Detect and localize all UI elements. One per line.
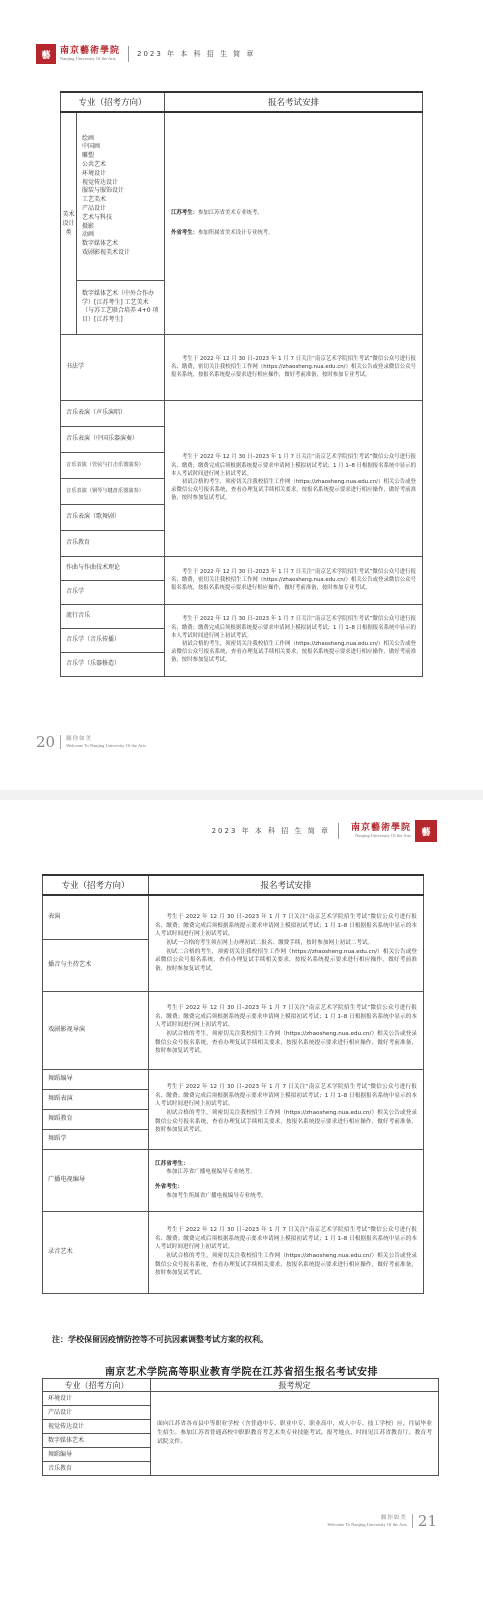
slogan-cn: 願你如美: [380, 1514, 407, 1521]
header-title: 2023 年 本 科 招 生 简 章: [211, 827, 330, 835]
jiangsu-label: 江苏省考生：: [155, 1160, 189, 1167]
table-row: [43, 1392, 439, 1406]
arrangement-text: 考生于 2022 年 12 月 30 日–2023 年 1 月 7 日关注“南京艺术学院招生考试”微信公众号进行报名、缴费；缴费完成后须根据系统提示要求申请网上模拟初试考试；1 月 1–8 日根据报名系统中显示的本人考试时间进行网上初试考试。: [155, 1005, 417, 1029]
program-cell: 表演: [43, 895, 149, 939]
program-cell: 音乐表演（钢琴与键盘乐器演奏）: [61, 478, 165, 504]
program-cell: 环境设计: [43, 1392, 151, 1406]
program-item: 绘画: [82, 134, 95, 142]
arrangement-cell: [165, 400, 423, 556]
outside-label: 外省考生：: [171, 230, 198, 237]
arrangement-cell: [149, 1069, 424, 1149]
vocational-table: [42, 1378, 439, 1476]
arrangement-cell: [149, 895, 424, 991]
header-divider: [128, 46, 129, 62]
school-logo-icon: 藝: [36, 44, 56, 64]
jiangsu-label: 江苏考生：: [171, 210, 198, 217]
program-cell: 产品设计: [43, 1406, 151, 1420]
arrangement-text: 考生于 2022 年 12 月 30 日–2023 年 1 月 7 日关注“南京艺术学院招生考试”微信公众号进行报名、缴费；缴费完成后须根据系统提示要求申请网上模拟初试考试；1 月 1–8 日根据报名系统中显示的本人考试时间进行网上初试考试。: [171, 616, 417, 639]
school-name-cn: 南京藝術學院: [60, 46, 121, 56]
page-number: 21: [417, 1512, 437, 1530]
header-arrangement: 报名考试安排: [149, 875, 424, 895]
page-header: [212, 820, 437, 842]
page-20: [0, 0, 483, 790]
table-row: [43, 895, 424, 939]
header-rules: 报考规定: [151, 1379, 439, 1392]
program-item: 雕塑: [82, 152, 95, 160]
vocational-section-title: 南京艺术学院高等职业教育学院在江苏省招生报名考试安排: [105, 1367, 378, 1378]
exam-table-2: [42, 874, 424, 1294]
program-item: 动画: [82, 231, 95, 239]
page-gap: [0, 790, 483, 800]
program-item: 摄影: [82, 222, 95, 230]
program-item: 公共艺术: [82, 161, 107, 169]
program-item: 工艺美术: [82, 196, 107, 204]
footer-slogan: [327, 1515, 406, 1528]
table-row: [61, 604, 423, 628]
program-item: 环境设计: [82, 169, 107, 177]
header-program: 专业（招考方向）: [61, 92, 165, 112]
program-cell: 音乐表演（歌舞剧）: [61, 504, 165, 530]
page-footer: [36, 733, 146, 751]
arrangement-cell: [165, 334, 423, 400]
program-cell: 书法学: [61, 334, 165, 400]
program-item: 艺术与科技: [82, 213, 113, 221]
table-header-row: [43, 1379, 439, 1392]
program-item: 戏剧影视美术设计: [82, 249, 131, 257]
program-cell: 舞蹈教育: [43, 1109, 149, 1129]
program-cell: 音乐表演（声乐演唱）: [61, 400, 165, 426]
program-cell: 音乐教育: [43, 1462, 151, 1476]
table-header-row: [61, 92, 423, 112]
footer-slogan: [66, 736, 145, 749]
arrangement-cell: [149, 1149, 424, 1211]
slogan-en: Welcome To Nanjing University Of the Arts: [327, 1521, 407, 1527]
header-arrangement: 报名考试安排: [165, 92, 423, 112]
program-cell: 视觉传达设计: [43, 1420, 151, 1434]
table-row: [61, 334, 423, 400]
table-row: [43, 1069, 424, 1089]
arrangement-text: 初试一合格的考生须在网上办理初试二报名、缴费手续，按时参加网上初试二考试。: [166, 939, 374, 946]
program-cell: 音乐表演（中国乐器演奏）: [61, 426, 165, 452]
program-cell: 音乐表演（管弦与打击乐器演奏）: [61, 452, 165, 478]
school-name-cn: 南京藝術學院: [350, 823, 411, 833]
arrangement-cell: [165, 112, 423, 334]
arrangement-cell: [165, 604, 423, 676]
program-cell: 舞蹈编导: [43, 1069, 149, 1089]
program-cell: 播音与主持艺术: [43, 939, 149, 991]
program-cell: 音乐学（乐器修造）: [61, 652, 165, 676]
program-item: 视觉传达设计: [82, 178, 119, 186]
program-cell: 广播电视编导: [43, 1149, 149, 1211]
arrangement-text: 考生于 2022 年 12 月 30 日–2023 年 1 月 7 日关注“南京艺术学院招生考试”微信公众号进行报名、缴费；缴费完成后须根据系统提示要求申请网上模拟初试考试；1 月 1–8 日根据报名系统中显示的本人考试时间进行网上初试考试。: [155, 914, 417, 938]
arrangement-text: 考生于 2022 年 12 月 30 日–2023 年 1 月 7 日关注“南京艺术学院招生考试”微信公众号进行报名、缴费，密切关注我校招生工作网（https://zhaosheng.nua.edu.cn/）相关公告或登录微信公众号报名系统，按报名系统提示要求进行相应操作，做好考前准备，按时参加专业考试。: [171, 355, 417, 379]
school-logo-text: [351, 823, 411, 839]
page-21: [0, 800, 483, 1600]
school-logo-icon: 藝: [415, 820, 437, 842]
program-cell: 戏剧影视导演: [43, 991, 149, 1069]
jiangsu-text: 参加江苏省广播电视编导专业统考。: [166, 1169, 256, 1176]
table-row: [61, 400, 423, 426]
arrangement-text: 初试合格的考生，须密切关注我校招生工作网（https://zhaosheng.nua.edu.cn/）相关公告或登录微信公众号报名系统，查看办理复试手续相关要求，按报名系统提示要求进行相应操作，做好考前准备，按时参加复试考试。: [171, 641, 417, 664]
header-program: 专业（招考方向）: [43, 1379, 151, 1392]
table-row: [61, 556, 423, 580]
program-cell: 录音艺术: [43, 1211, 149, 1293]
arrangement-text: 初试二合格的考生，须密切关注我校招生工作网（https://zhaosheng.nua.edu.cn/）相关公告或登录微信公众号报名系统，查看办理复试手续相关要求，按报名系统提示要求进行相应操作，做好考前准备，按时参加复试考试。: [155, 948, 417, 972]
arrangement-text: 考生于 2022 年 12 月 30 日–2023 年 1 月 7 日关注“南京艺术学院招生考试”微信公众号进行报名、缴费；缴费完成后须根据系统提示要求申请网上模拟初试考试；1 月 1–8 日根据报名系统中显示的本人考试时间进行网上初试考试。: [155, 1227, 417, 1251]
jiangsu-text: 参加江苏省美术专业统考。: [197, 210, 263, 217]
page-number: 20: [36, 733, 56, 751]
header-divider: [338, 823, 339, 839]
arrangement-cell: [149, 1211, 424, 1293]
program-list: [77, 112, 165, 280]
table-row: [43, 1211, 424, 1293]
exam-table-1: [60, 91, 423, 677]
table-row: [43, 1149, 424, 1211]
footer-divider: [60, 735, 61, 749]
arrangement-cell: [165, 556, 423, 604]
disclaimer-note: 注：学校保留因疫情防控等不可抗因素调整考试方案的权利。: [52, 1335, 268, 1344]
table-header-row: [43, 875, 424, 895]
program-cell: 数字媒体艺术: [43, 1434, 151, 1448]
program-cell: 舞蹈表演: [43, 1089, 149, 1109]
program-cell: 舞蹈编导: [43, 1448, 151, 1462]
program-cell: 数字媒体艺术（中外合作办学）[江苏考生] 工艺美术（与苏工艺联合培养 4+0 项目）[江苏考生]: [77, 280, 165, 334]
footer-divider: [412, 1514, 413, 1528]
school-logo-text: [60, 46, 120, 62]
rules-cell: 面向江苏省各市县中等职业学校（含普通中专、职业中专、职业高中、成人中专、技工学校）应、往届毕业生招生。参加江苏省普通高校中职职教育考艺术类专业技能考试。报考地点、时间见江苏省教育厅、教育考试院文件。: [151, 1392, 439, 1476]
arrangement-text: 初试合格的考生，须密切关注我校招生工作网（https://zhaosheng.nua.edu.cn/）相关公告或登录微信公众号报名系统，查看办理复试手续相关要求，按报名系统提示要求进行相应操作，做好考前准备，按时参加复试考试。: [155, 1031, 417, 1055]
page-footer: [327, 1512, 437, 1530]
arrangement-text: 考生于 2022 年 12 月 30 日–2023 年 1 月 7 日关注“南京艺术学院招生考试”微信公众号进行报名、缴费，密切关注我校招生工作网（https://zhaosheng.nua.edu.cn/）相关公告或登录微信公众号报名系统，按报名系统提示要求进行相应操作，做好考前准备，按时参加专业考试。: [171, 568, 417, 592]
arrangement-text: 初试合格的考生，须密切关注我校招生工作网（https://zhaosheng.nua.edu.cn/）相关公告或登录微信公众号报名系统，查看办理复试手续相关要求，按报名系统提示要求进行相应操作，做好考前准备，按时参加复试考试。: [171, 479, 417, 502]
school-name-en: Nanjing University Of the Arts: [355, 833, 411, 838]
program-item: 中国画: [82, 143, 101, 151]
arrangement-text: 初试合格的考生，须密切关注我校招生工作网（https://zhaosheng.nua.edu.cn/）相关公告或登录微信公众号报名系统，查看办理复试手续相关要求，按报名系统提示要求进行相应操作，做好考前准备，按时参加复试考试。: [155, 1110, 417, 1134]
outside-label: 外省考生：: [155, 1184, 183, 1190]
table-row: [43, 991, 424, 1069]
category-label: 美术设计类: [61, 112, 77, 334]
table-row: [61, 112, 423, 280]
program-cell: 音乐学（音乐传播）: [61, 628, 165, 652]
program-cell: 音乐教育: [61, 530, 165, 556]
arrangement-text: 考生于 2022 年 12 月 30 日–2023 年 1 月 7 日关注“南京艺术学院招生考试”微信公众号进行报名、缴费；缴费完成后须根据系统提示要求申请网上模拟初试考试；1 月 1–8 日根据报名系统中显示的本人考试时间进行网上初试考试。: [155, 1084, 417, 1108]
program-item: 产品设计: [82, 205, 107, 213]
outside-text: 参加所属省美术设计专业统考。: [197, 230, 274, 237]
program-cell: 舞蹈学: [43, 1129, 149, 1149]
slogan-en: Welcome To Nanjing University Of the Arts: [66, 742, 146, 748]
slogan-cn: 願你如美: [66, 735, 93, 742]
arrangement-text: 初试合格的考生，须密切关注我校招生工作网（https://zhaosheng.nua.edu.cn/）相关公告或登录微信公众号报名系统，查看办理复试手续相关要求，按报名系统提示要求进行相应操作，做好考前准备，按时参加复试考试。: [155, 1253, 417, 1277]
header-program: 专业（招考方向）: [43, 875, 149, 895]
school-name-en: Nanjing University Of the Arts: [60, 56, 116, 61]
page-header: [36, 44, 255, 64]
program-cell: 音乐学: [61, 580, 165, 604]
outside-text: 参加考生所属省广播电视编导专业统考。: [166, 1192, 267, 1199]
arrangement-cell: [149, 991, 424, 1069]
program-item: 服装与服饰设计: [82, 187, 125, 195]
program-cell: 作曲与作曲技术理论: [61, 556, 165, 580]
program-cell: 流行音乐: [61, 604, 165, 628]
arrangement-text: 考生于 2022 年 12 月 30 日–2023 年 1 月 7 日关注“南京艺术学院招生考试”微信公众号进行报名、缴费；缴费完成后须根据系统提示要求申请网上模拟初试考试；1 月 1–8 日根据报名系统中显示的本人考试时间进行网上初试考试。: [171, 454, 417, 477]
program-item: 数字媒体艺术: [82, 240, 119, 248]
header-title: 2023 年 本 科 招 生 简 章: [137, 50, 256, 58]
